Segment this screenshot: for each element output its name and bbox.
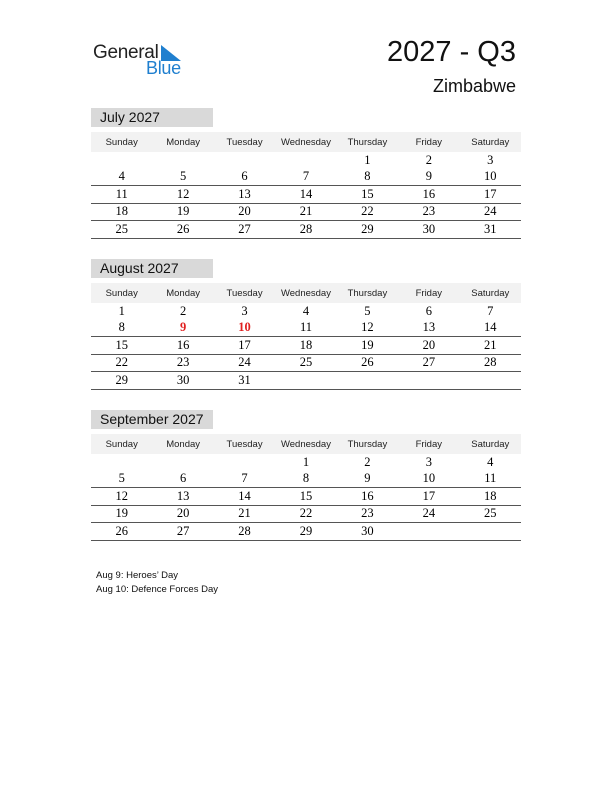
month-title: August 2027 <box>91 259 213 278</box>
day-cell: 7 <box>487 303 494 318</box>
day-cell: 29 <box>275 523 336 541</box>
day-cell <box>91 454 152 471</box>
day-cell: 30 <box>398 221 459 239</box>
weekday-header: Sunday <box>91 132 152 152</box>
weekday-header: Friday <box>398 283 459 303</box>
day-cell: 15 <box>337 186 398 204</box>
page-title: 2027 - Q3 <box>387 36 516 68</box>
day-cell: 17 <box>214 337 275 355</box>
day-cell: 20 <box>398 337 459 355</box>
holiday-note: Aug 9: Heroes’ Day <box>96 570 179 581</box>
week-row <box>91 320 521 337</box>
day-cell: 1 <box>302 454 310 469</box>
day-cell: 31 <box>214 372 275 390</box>
weekday-header: Tuesday <box>214 283 275 303</box>
day-cell: 5 <box>152 169 213 186</box>
day-cell: 15 <box>275 488 336 506</box>
week-row <box>91 152 521 169</box>
day-cell <box>214 454 275 471</box>
holiday-note: Aug 10: Defence Forces Day <box>96 583 218 595</box>
day-cell: 29 <box>91 372 152 390</box>
day-cell: 21 <box>460 337 521 355</box>
day-cell <box>275 372 336 390</box>
day-cell: 28 <box>460 354 521 372</box>
weekday-header: Sunday <box>91 434 152 454</box>
day-cell: 22 <box>337 203 398 221</box>
weekday-header: Wednesday <box>275 132 336 152</box>
day-cell: 1 <box>118 303 125 318</box>
weekday-header: Sunday <box>91 283 152 303</box>
day-cell: 17 <box>398 488 459 506</box>
weekday-header: Monday <box>152 434 213 454</box>
day-cell: 9 <box>337 471 398 488</box>
day-cell: 3 <box>487 152 494 167</box>
day-cell: 20 <box>152 505 213 523</box>
day-cell: 11 <box>460 471 521 488</box>
day-cell: 26 <box>337 354 398 372</box>
day-cell: 1 <box>364 152 371 167</box>
day-cell: 30 <box>337 523 398 541</box>
day-cell: 10 <box>460 169 521 186</box>
day-cell: 20 <box>214 203 275 221</box>
day-cell: 16 <box>152 337 213 355</box>
day-cell: 21 <box>275 203 336 221</box>
day-cell: 2 <box>425 152 432 167</box>
weekday-header: Wednesday <box>275 434 336 454</box>
week-row <box>91 221 521 239</box>
day-cell: 12 <box>91 488 152 506</box>
day-cell: 8 <box>275 471 336 488</box>
day-cell: 14 <box>214 488 275 506</box>
day-cell: 22 <box>91 354 152 372</box>
weekday-header: Saturday <box>460 283 521 303</box>
day-cell: 31 <box>460 221 521 239</box>
weekday-header: Thursday <box>337 283 398 303</box>
day-cell: 27 <box>398 354 459 372</box>
weekday-header: Wednesday <box>275 283 336 303</box>
month-grid <box>91 434 521 541</box>
week-row <box>91 488 521 506</box>
day-cell: 28 <box>275 221 336 239</box>
day-cell: 18 <box>460 488 521 506</box>
day-cell: 2 <box>364 454 371 469</box>
day-cell: 22 <box>275 505 336 523</box>
weekday-header: Friday <box>398 434 459 454</box>
day-cell: 13 <box>398 320 459 337</box>
day-cell <box>91 152 152 169</box>
week-row <box>91 523 521 541</box>
month-september <box>91 410 521 541</box>
day-cell: 11 <box>91 186 152 204</box>
day-cell: 7 <box>275 169 336 186</box>
weekday-header: Thursday <box>337 132 398 152</box>
day-cell: 26 <box>152 221 213 239</box>
day-cell: 5 <box>364 303 371 318</box>
day-cell: 14 <box>275 186 336 204</box>
day-cell: 17 <box>460 186 521 204</box>
day-cell <box>398 523 459 541</box>
holiday-day-cell: 9 <box>152 320 213 337</box>
day-cell: 13 <box>152 488 213 506</box>
logo-text-blue: Blue <box>146 58 181 78</box>
day-cell: 18 <box>91 203 152 221</box>
day-cell <box>460 523 521 541</box>
day-cell: 21 <box>214 505 275 523</box>
weekday-header: Thursday <box>337 434 398 454</box>
day-cell: 9 <box>398 169 459 186</box>
weekday-header: Tuesday <box>214 132 275 152</box>
day-cell: 19 <box>152 203 213 221</box>
week-row <box>91 354 521 372</box>
day-cell: 16 <box>398 186 459 204</box>
logo <box>93 42 193 78</box>
day-cell: 29 <box>337 221 398 239</box>
month-august <box>91 259 521 390</box>
day-cell: 23 <box>337 505 398 523</box>
weekday-header: Friday <box>398 132 459 152</box>
day-cell: 13 <box>214 186 275 204</box>
day-cell: 10 <box>398 471 459 488</box>
day-cell: 19 <box>337 337 398 355</box>
day-cell: 7 <box>214 471 275 488</box>
day-cell <box>337 372 398 390</box>
day-cell: 12 <box>337 320 398 337</box>
day-cell: 6 <box>425 303 432 318</box>
day-cell: 23 <box>398 203 459 221</box>
day-cell: 8 <box>337 169 398 186</box>
month-grid <box>91 132 521 239</box>
day-cell: 18 <box>275 337 336 355</box>
week-row <box>91 471 521 488</box>
week-row <box>91 505 521 523</box>
day-cell: 30 <box>152 372 213 390</box>
day-cell: 6 <box>214 169 275 186</box>
day-cell <box>275 152 336 169</box>
day-cell: 25 <box>275 354 336 372</box>
day-cell: 24 <box>214 354 275 372</box>
day-cell: 27 <box>214 221 275 239</box>
day-cell: 27 <box>152 523 213 541</box>
week-row <box>91 303 521 320</box>
holiday-day-cell: 10 <box>214 320 275 337</box>
weekday-header: Monday <box>152 132 213 152</box>
day-cell: 25 <box>91 221 152 239</box>
week-row <box>91 337 521 355</box>
country-name: Zimbabwe <box>432 76 516 96</box>
day-cell: 24 <box>398 505 459 523</box>
day-cell: 8 <box>91 320 152 337</box>
day-cell: 5 <box>91 471 152 488</box>
month-title: July 2027 <box>91 108 213 127</box>
month-july <box>91 108 521 239</box>
weekday-header: Monday <box>152 283 213 303</box>
weekday-header: Saturday <box>460 434 521 454</box>
day-cell: 6 <box>152 471 213 488</box>
day-cell: 11 <box>275 320 336 337</box>
weekday-header: Saturday <box>460 132 521 152</box>
day-cell: 26 <box>91 523 152 541</box>
day-cell <box>398 372 459 390</box>
week-row <box>91 169 521 186</box>
day-cell: 3 <box>425 454 432 469</box>
month-title: September 2027 <box>91 410 213 429</box>
week-row <box>91 186 521 204</box>
day-cell: 4 <box>487 454 494 469</box>
day-cell <box>460 372 521 390</box>
day-cell: 3 <box>241 303 248 318</box>
weekday-header: Tuesday <box>214 434 275 454</box>
day-cell <box>152 152 213 169</box>
day-cell: 4 <box>302 303 310 318</box>
week-row <box>91 372 521 390</box>
holiday-notes <box>96 569 218 596</box>
day-cell: 28 <box>214 523 275 541</box>
day-cell <box>214 152 275 169</box>
day-cell: 4 <box>91 169 152 186</box>
day-cell: 25 <box>460 505 521 523</box>
week-row <box>91 203 521 221</box>
day-cell: 2 <box>180 303 187 318</box>
day-cell: 14 <box>460 320 521 337</box>
day-cell: 12 <box>152 186 213 204</box>
logo-text-general: General <box>93 42 159 63</box>
day-cell: 16 <box>337 488 398 506</box>
week-row <box>91 454 521 471</box>
day-cell: 24 <box>460 203 521 221</box>
day-cell: 23 <box>152 354 213 372</box>
month-grid <box>91 283 521 390</box>
day-cell: 19 <box>91 505 152 523</box>
day-cell: 15 <box>91 337 152 355</box>
day-cell <box>152 454 213 471</box>
